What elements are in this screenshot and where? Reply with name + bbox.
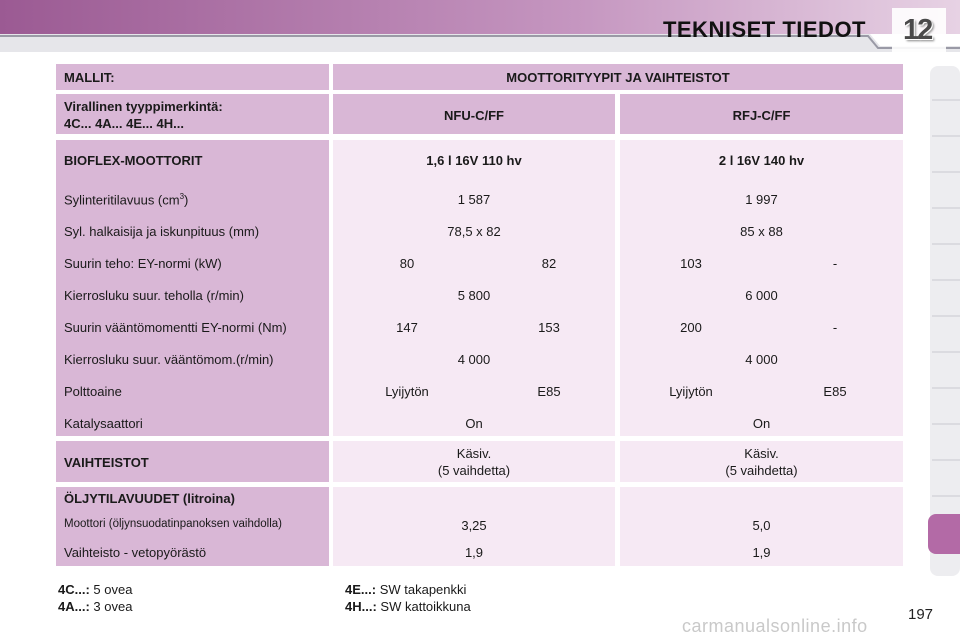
power-e2b: - [832,256,838,271]
power-e1b: 82 [541,256,557,271]
catalyst-e2: On [752,416,771,431]
bore-stroke-label: Syl. halkaisija ja iskunpituus (mm) [64,224,260,239]
torque-e2a: 200 [680,320,702,335]
oil-engine2: 5,0 [752,518,771,533]
footnote-4e: 4E...: SW takapenkki [345,582,467,597]
gearbox1-line1: Käsiv. [456,446,492,461]
power-label: Suurin teho: EY-normi (kW) [64,256,222,271]
page-title: TEKNISET TIEDOT [662,17,866,42]
bore-stroke-e1: 78,5 x 82 [447,224,501,239]
footnote-4c: 4C...: 5 ovea [58,582,133,597]
side-tab-strip [926,66,960,576]
engine-types-header: MOOTTORITYYPIT JA VAIHTEISTOT [506,70,730,85]
active-chapter-tab[interactable] [928,514,960,554]
fuel-e2a: Lyijytön [669,384,713,399]
rpm-power-e2: 6 000 [745,288,778,303]
footnote-4h: 4H...: SW kattoikkuna [345,599,471,614]
models-header: MALLIT: [64,70,115,85]
gearbox2-line2: (5 vaihdetta) [725,463,798,478]
torque-e1b: 153 [538,320,560,335]
engines-section-title: BIOFLEX-MOOTTORIT [64,153,203,168]
footnote-4a: 4A...: 3 ovea [58,599,133,614]
torque-e2b: - [832,320,838,335]
oil-engine1: 3,25 [461,518,487,533]
displacement-e1: 1 587 [457,192,491,207]
gearbox2-line1: Käsiv. [744,446,779,461]
page-number: 197 [908,606,934,623]
type2: RFJ-C/FF [732,108,791,123]
fuel-e2b: E85 [823,384,847,399]
gearbox-section-title: VAIHTEISTOT [64,455,149,470]
power-e1a: 80 [399,256,415,271]
bore-stroke-e2: 85 x 88 [740,224,783,239]
rpm-torque-label: Kierrosluku suur. vääntömom.(r/min) [64,352,274,367]
rpm-power-label: Kierrosluku suur. teholla (r/min) [64,288,244,303]
oil-gearbox2: 1,9 [752,545,771,560]
type1: NFU-C/FF [444,108,504,123]
engine1-name: 1,6 l 16V 110 hv [426,153,522,168]
fuel-label: Polttoaine [64,384,122,399]
oil-section-title: ÖLJYTILAVUUDET (litroina) [64,491,235,506]
rpm-torque-e1: 4 000 [457,352,491,367]
chapter-number: 12 [903,14,932,46]
header-band [0,0,960,52]
torque-label: Suurin vääntömomentti EY-normi (Nm) [64,320,287,335]
oil-engine-label: Moottori (öljynsuodatinpanoksen vaihdolla) [64,518,282,530]
power-e2a: 103 [680,256,702,271]
type-label-line2: 4C... 4A... 4E... 4H... [64,116,184,131]
fuel-e1b: E85 [537,384,561,399]
displacement-e2: 1 997 [745,192,778,207]
fuel-e1a: Lyijytön [385,384,429,399]
engine2-name: 2 l 16V 140 hv [718,153,805,168]
oil-gearbox1: 1,9 [464,545,484,560]
gearbox1-line2: (5 vaihdetta) [437,463,511,478]
watermark: carmanualsonline.info [682,616,868,636]
rpm-power-e1: 5 800 [457,288,491,303]
displacement-label: Sylinteritilavuus $(cm^3)$ [64,192,189,208]
catalyst-e1: On [465,416,483,431]
catalyst-label: Katalysaattori [64,416,143,431]
rpm-torque-e2: 4 000 [745,352,778,367]
oil-gearbox-label: Vaihteisto - vetopyörästö [64,545,207,560]
type-label-line1: Virallinen tyyppimerkintä: [64,99,223,114]
torque-e1a: 147 [396,320,418,335]
